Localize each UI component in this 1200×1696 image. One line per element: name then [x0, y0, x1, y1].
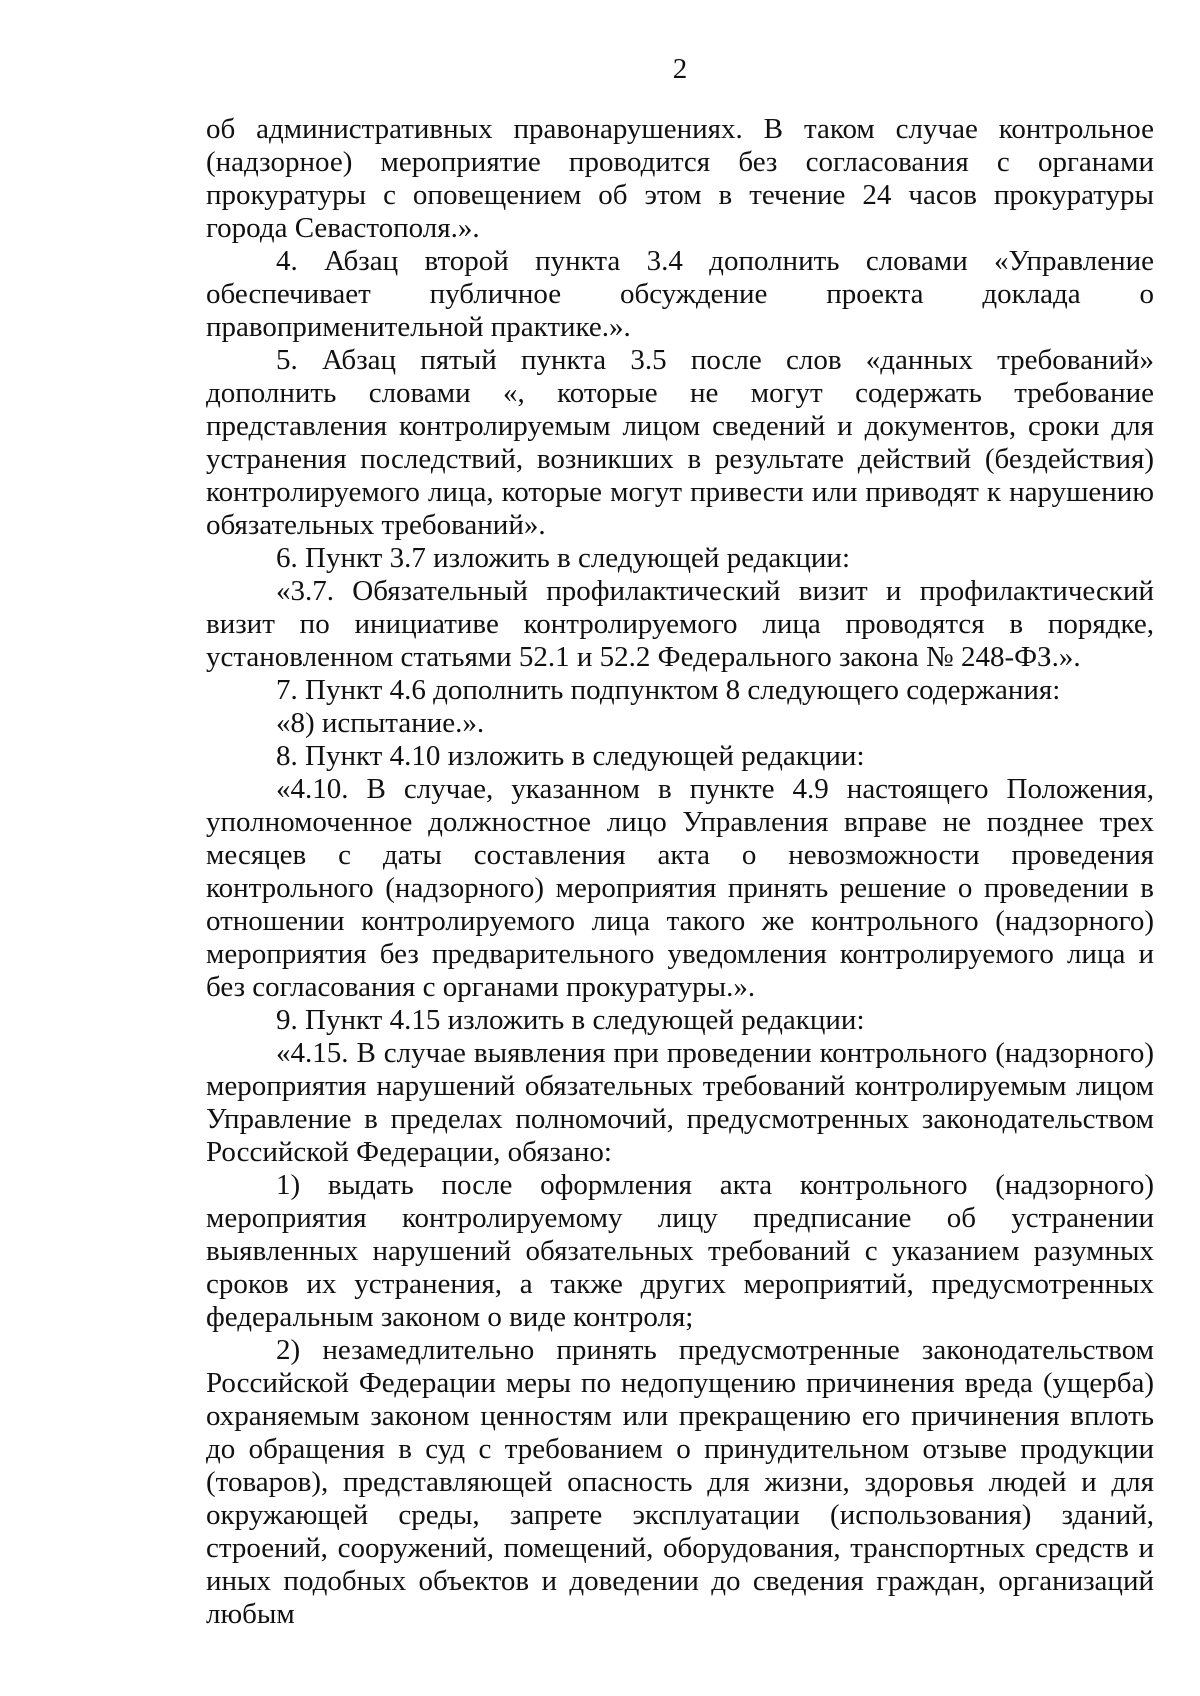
- paragraph-subitem-1: 1) выдать после оформления акта контрольного (надзорного) мероприятия контролируемому лицу предписание об устранении выявленных нарушений обязательных требований с указанием разумных сроков их устранения, а также других мероприятий, предусмотренных федеральным законом о виде контроля;: [206, 1169, 1154, 1333]
- paragraph-item-4: 4. Абзац второй пункта 3.4 дополнить словами «Управление обеспечивает публичное обсуждение проекта доклада о правоприменительной практике.».: [206, 245, 1154, 343]
- paragraph-quote-4-15: «4.15. В случае выявления при проведении контрольного (надзорного) мероприятия нарушений обязательных требований контролируемым лицом Управление в пределах полномочий, предусмотренных законодательством Российской Федерации, обязано:: [206, 1037, 1154, 1168]
- paragraph-item-8: 8. Пункт 4.10 изложить в следующей редакции:: [276, 740, 865, 772]
- paragraph-quote-8: «8) испытание.».: [276, 707, 485, 739]
- paragraph-item-5: 5. Абзац пятый пункта 3.5 после слов «данных требований» дополнить словами «, которые не могут содержать требование представления контролируемым лицом сведений и документов, сроки для устранения последствий, возникших в результате действий (бездействия) контролируемого лица, которые могут привести или приводят к нарушению обязательных требований».: [206, 344, 1154, 541]
- paragraph-quote-3-7: «3.7. Обязательный профилактический визит и профилактический визит по инициативе контролируемого лица проводятся в порядке, установленном статьями 52.1 и 52.2 Федерального закона № 248-ФЗ.».: [206, 575, 1154, 673]
- page-number: 2: [672, 53, 688, 85]
- paragraph-item-6: 6. Пункт 3.7 изложить в следующей редакции:: [276, 542, 851, 574]
- document-body: [206, 113, 1154, 1631]
- paragraph-continuation: об административных правонарушениях. В таком случае контрольное (надзорное) мероприятие проводится без согласования с органами прокуратуры с оповещением об этом в течение 24 часов прокуратуры города Севастополя.».: [206, 113, 1154, 244]
- paragraph-item-9: 9. Пункт 4.15 изложить в следующей редакции:: [276, 1004, 865, 1036]
- paragraph-item-7: 7. Пункт 4.6 дополнить подпунктом 8 следующего содержания:: [276, 674, 1061, 706]
- paragraph-quote-4-10: «4.10. В случае, указанном в пункте 4.9 настоящего Положения, уполномоченное должностное лицо Управления вправе не позднее трех месяцев с даты составления акта о невозможности проведения контрольного (надзорного) мероприятия принять решение о проведении в отношении контролируемого лица такого же контрольного (надзорного) мероприятия без предварительного уведомления контролируемого лица и без согласования с органами прокуратуры.».: [206, 773, 1154, 1003]
- paragraph-subitem-2: 2) незамедлительно принять предусмотренные законодательством Российской Федерации меры по недопущению причинения вреда (ущерба) охраняемым законом ценностям или прекращению его причинения вплоть до обращения в суд с требованием о принудительном отзыве продукции (товаров), представляющей опасность для жизни, здоровья людей и для окружающей среды, запрете эксплуатации (использования) зданий, строений, сооружений, помещений, оборудования, транспортных средств и иных подобных объектов и доведении до сведения граждан, организаций любым: [206, 1334, 1154, 1630]
